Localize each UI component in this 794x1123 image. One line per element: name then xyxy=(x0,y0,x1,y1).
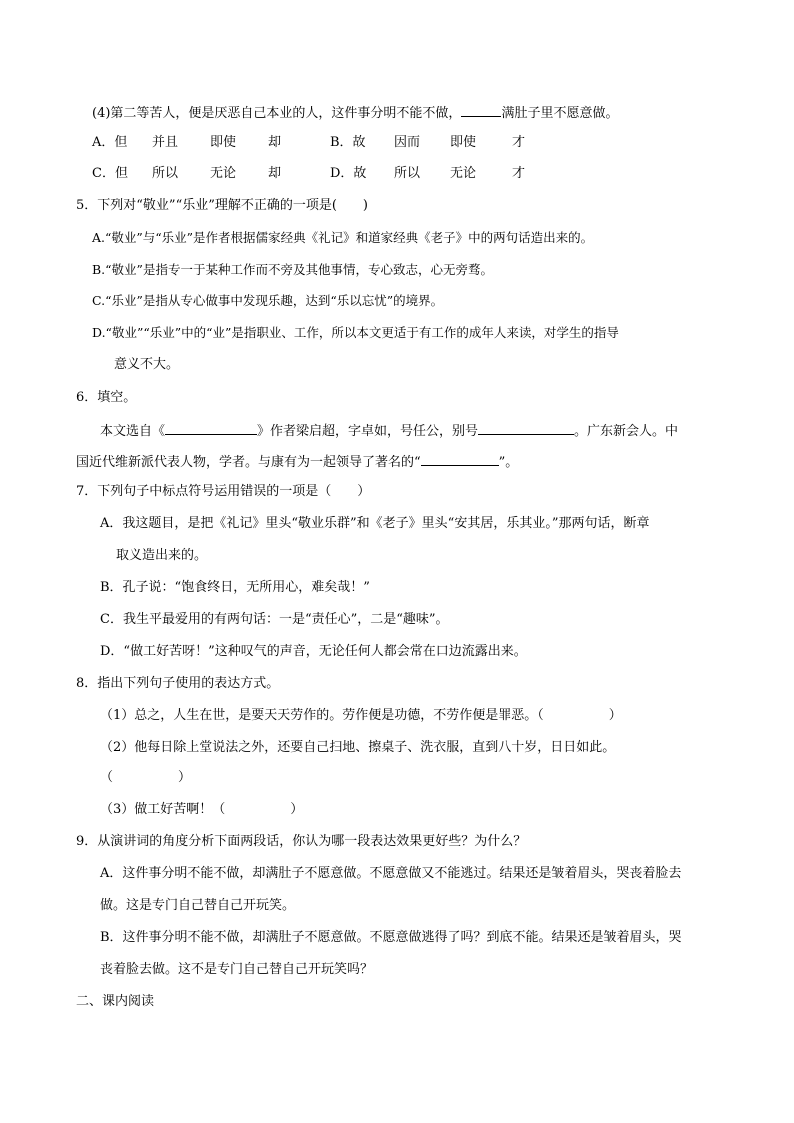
q9-option-a-line1: A．这件事分明不能不做，却满肚子不愿意做。不愿意做又不能逃过。结果还是皱着眉头，哭丧着脸去 xyxy=(100,866,682,881)
section-title-reading: 二、课内阅读 xyxy=(76,994,155,1009)
q8-sentence-1: （1）总之，人生在世，是要天天劳作的。劳作便是功德，不劳作便是罪恶。（ ） xyxy=(100,708,622,723)
q4-options-row-cd xyxy=(92,164,692,184)
q6-line1-part-b: 》作者梁启超，字卓如，号任公，别号 xyxy=(257,424,479,439)
q9-option-b-line1: B．这件事分明不能不做，却满肚子不愿意做。不愿意做逃得了吗？到底不能。结果还是皱着眉头，哭 xyxy=(100,930,682,945)
q9-stem: 9．从演讲词的角度分析下面两段话，你认为哪一段表达效果更好些？为什么？ xyxy=(76,834,527,849)
q5-option-a: A.“敬业”与“乐业”是作者根据儒家经典《礼记》和道家经典《老子》中的两句话造出来的。 xyxy=(92,230,594,245)
q9-option-b-line2: 丧着脸去做。这不是专门自己替自己开玩笑吗？ xyxy=(100,962,374,977)
q6-line2 xyxy=(76,451,518,471)
q8-sentence-2-answer: （ ） xyxy=(100,770,192,785)
q4-option-d-3: 无论 xyxy=(450,166,477,181)
q7-option-a-line2: 取义造出来的。 xyxy=(116,548,208,563)
q4-option-d-4: 才 xyxy=(512,166,526,181)
q5-option-c: C.“乐业”是指从专心做事中发现乐趣，达到“乐以忘忧”的境界。 xyxy=(92,293,444,308)
q5-option-d-line2: 意义不大。 xyxy=(114,357,180,372)
q7-option-b: B．孔子说：“饱食终日，无所用心，难矣哉！” xyxy=(100,580,370,595)
q7-stem: 7．下列句子中标点符号运用错误的一项是（ ） xyxy=(76,484,371,499)
q4-stem xyxy=(92,102,618,122)
q6-stem: 6．填空。 xyxy=(76,390,137,405)
q5-option-d-line1: D.“敬业”“乐业”中的“业”是指职业、工作，所以本文更适于有工作的成年人来读，对学生的指导 xyxy=(92,325,619,340)
q6-line1 xyxy=(100,420,678,440)
q4-text-after: 满肚子里不愿意做。 xyxy=(501,106,619,121)
q4-option-c-1: C．但 xyxy=(92,166,128,181)
q4-option-b-2: 因而 xyxy=(394,135,421,150)
q4-option-d-1: D．故 xyxy=(330,166,367,181)
q8-sentence-3: （3）做工好苦啊！（ ） xyxy=(100,802,304,817)
q5-stem: 5．下列对“敬业”“乐业”理解不正确的一项是( ) xyxy=(76,198,368,213)
q4-option-a-2: 并且 xyxy=(152,135,179,150)
q4-text-before: 第二等苦人，便是厌恶自己本业的人，这件事分明不能不做， xyxy=(110,106,462,121)
q4-option-a-3: 即使 xyxy=(210,135,237,150)
q4-option-a-1: A．但 xyxy=(92,135,128,150)
q6-blank-book xyxy=(165,420,257,435)
q4-option-d-2: 所以 xyxy=(394,166,421,181)
q4-number: (4) xyxy=(92,106,111,121)
q7-option-c: C．我生平最爱用的有两句话：一是“责任心”，二是“趣味”。 xyxy=(100,612,449,627)
q4-option-a-4: 却 xyxy=(268,135,282,150)
q6-blank-movement xyxy=(421,451,499,466)
q4-blank xyxy=(461,102,501,117)
q6-line2-part-a: 国近代维新派代表人物，学者。与康有为一起领导了著名的“ xyxy=(76,455,421,470)
q4-option-b-1: B．故 xyxy=(330,135,366,150)
q4-option-b-4: 才 xyxy=(512,135,526,150)
q8-sentence-2: （2）他每日除上堂说法之外，还要自己扫地、擦桌子、洗衣服，直到八十岁，日日如此。 xyxy=(100,740,616,755)
q8-stem: 8．指出下列句子使用的表达方式。 xyxy=(76,676,280,691)
q7-option-a-line1: A．我这题目，是把《礼记》里头“敬业乐群”和《老子》里头“安其居，乐其业。”那两句话，断章 xyxy=(100,516,650,531)
q5-option-b: B.“敬业”是指专一于某种工作而不旁及其他事情，专心致志，心无旁骛。 xyxy=(92,262,493,277)
q7-option-d: D．“做工好苦呀！”这种叹气的声音，无论任何人都会常在口边流露出来。 xyxy=(100,644,527,659)
q9-option-a-line2: 做。这是专门自己替自己开玩笑。 xyxy=(100,898,296,913)
q4-option-c-3: 无论 xyxy=(210,166,237,181)
q4-option-b-3: 即使 xyxy=(450,135,477,150)
q6-line2-part-b: ”。 xyxy=(498,455,519,470)
q4-option-c-4: 却 xyxy=(268,166,282,181)
q4-option-c-2: 所以 xyxy=(152,166,179,181)
q4-options-row-ab xyxy=(92,133,692,153)
q6-blank-alias xyxy=(478,420,574,435)
q6-line1-part-a: 本文选自《 xyxy=(100,424,166,439)
q6-line1-part-c: 。广东新会人。中 xyxy=(574,424,679,439)
